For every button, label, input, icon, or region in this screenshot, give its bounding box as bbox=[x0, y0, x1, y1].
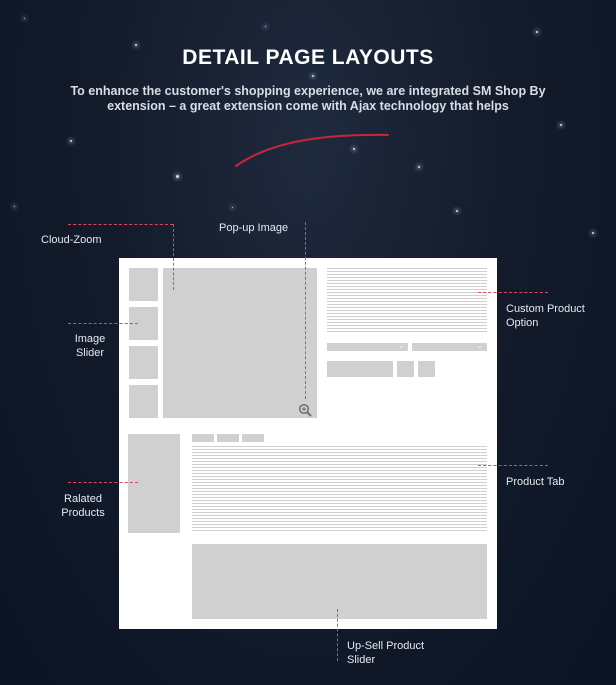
popup-image-leader bbox=[305, 222, 306, 399]
star bbox=[456, 210, 458, 212]
option-select-1 bbox=[327, 343, 408, 351]
popup-image-label: Pop-up Image bbox=[219, 222, 289, 234]
upsell-label-2: Slider bbox=[347, 654, 376, 666]
subtitle-line-1: To enhance the customer's shopping experience, we are integrated SM Shop By bbox=[70, 84, 546, 98]
chevron-down-icon: ⌄ bbox=[477, 343, 483, 350]
option-select-2 bbox=[412, 343, 487, 351]
star bbox=[312, 75, 314, 77]
related-products-leader bbox=[68, 482, 138, 483]
product-info-lines bbox=[327, 268, 487, 332]
thumbnail-4 bbox=[129, 385, 158, 418]
zoom-in-icon bbox=[298, 403, 312, 417]
image-slider-label-1: Image bbox=[74, 333, 106, 345]
star bbox=[232, 207, 233, 208]
star bbox=[560, 124, 562, 126]
related-products-label-2: Products bbox=[61, 507, 105, 519]
upsell-label-1: Up-Sell Product bbox=[347, 640, 425, 652]
star bbox=[176, 175, 179, 178]
main-image bbox=[163, 268, 317, 418]
chevron-down-icon: ⌄ bbox=[398, 343, 404, 350]
star bbox=[536, 31, 538, 33]
related-products-block bbox=[128, 434, 180, 533]
star bbox=[14, 206, 15, 207]
custom-option-leader bbox=[478, 292, 548, 293]
subtitle bbox=[30, 84, 586, 114]
tab-3 bbox=[242, 434, 264, 442]
related-products-label bbox=[58, 492, 108, 520]
thumbnail-1 bbox=[129, 268, 158, 301]
page-title: DETAIL PAGE LAYOUTS bbox=[182, 46, 434, 69]
product-tab-leader bbox=[478, 465, 548, 466]
decorative-swoosh bbox=[230, 128, 395, 170]
tab-1 bbox=[192, 434, 214, 442]
image-slider-leader bbox=[68, 323, 138, 324]
star bbox=[24, 18, 25, 19]
tab-content-lines bbox=[192, 446, 487, 533]
custom-option-label-1: Custom Product bbox=[506, 303, 585, 315]
upsell-leader bbox=[337, 609, 338, 661]
upsell-label bbox=[347, 639, 424, 667]
image-slider-label-2: Slider bbox=[75, 347, 105, 359]
thumbnail-3 bbox=[129, 346, 158, 379]
star bbox=[592, 232, 594, 234]
subtitle-line-2: extension – a great extension come with Ajax technology that helps bbox=[107, 99, 509, 113]
tab-2 bbox=[217, 434, 239, 442]
custom-option-label-2: Option bbox=[506, 317, 539, 329]
star bbox=[265, 26, 266, 27]
cloud-zoom-leader-h bbox=[68, 224, 173, 225]
action-block-2 bbox=[418, 361, 435, 377]
add-to-cart-block bbox=[327, 361, 393, 377]
star bbox=[70, 140, 72, 142]
image-slider-label bbox=[72, 332, 108, 360]
cloud-zoom-leader-v bbox=[173, 224, 174, 290]
upsell-slider-block bbox=[192, 544, 487, 619]
product-tab-label: Product Tab bbox=[506, 476, 565, 488]
layout-panel bbox=[119, 258, 497, 629]
custom-option-label bbox=[506, 302, 585, 330]
star bbox=[418, 166, 420, 168]
action-block-1 bbox=[397, 361, 414, 377]
cloud-zoom-label: Cloud-Zoom bbox=[41, 234, 102, 246]
related-products-label-1: Ralated bbox=[64, 493, 102, 505]
